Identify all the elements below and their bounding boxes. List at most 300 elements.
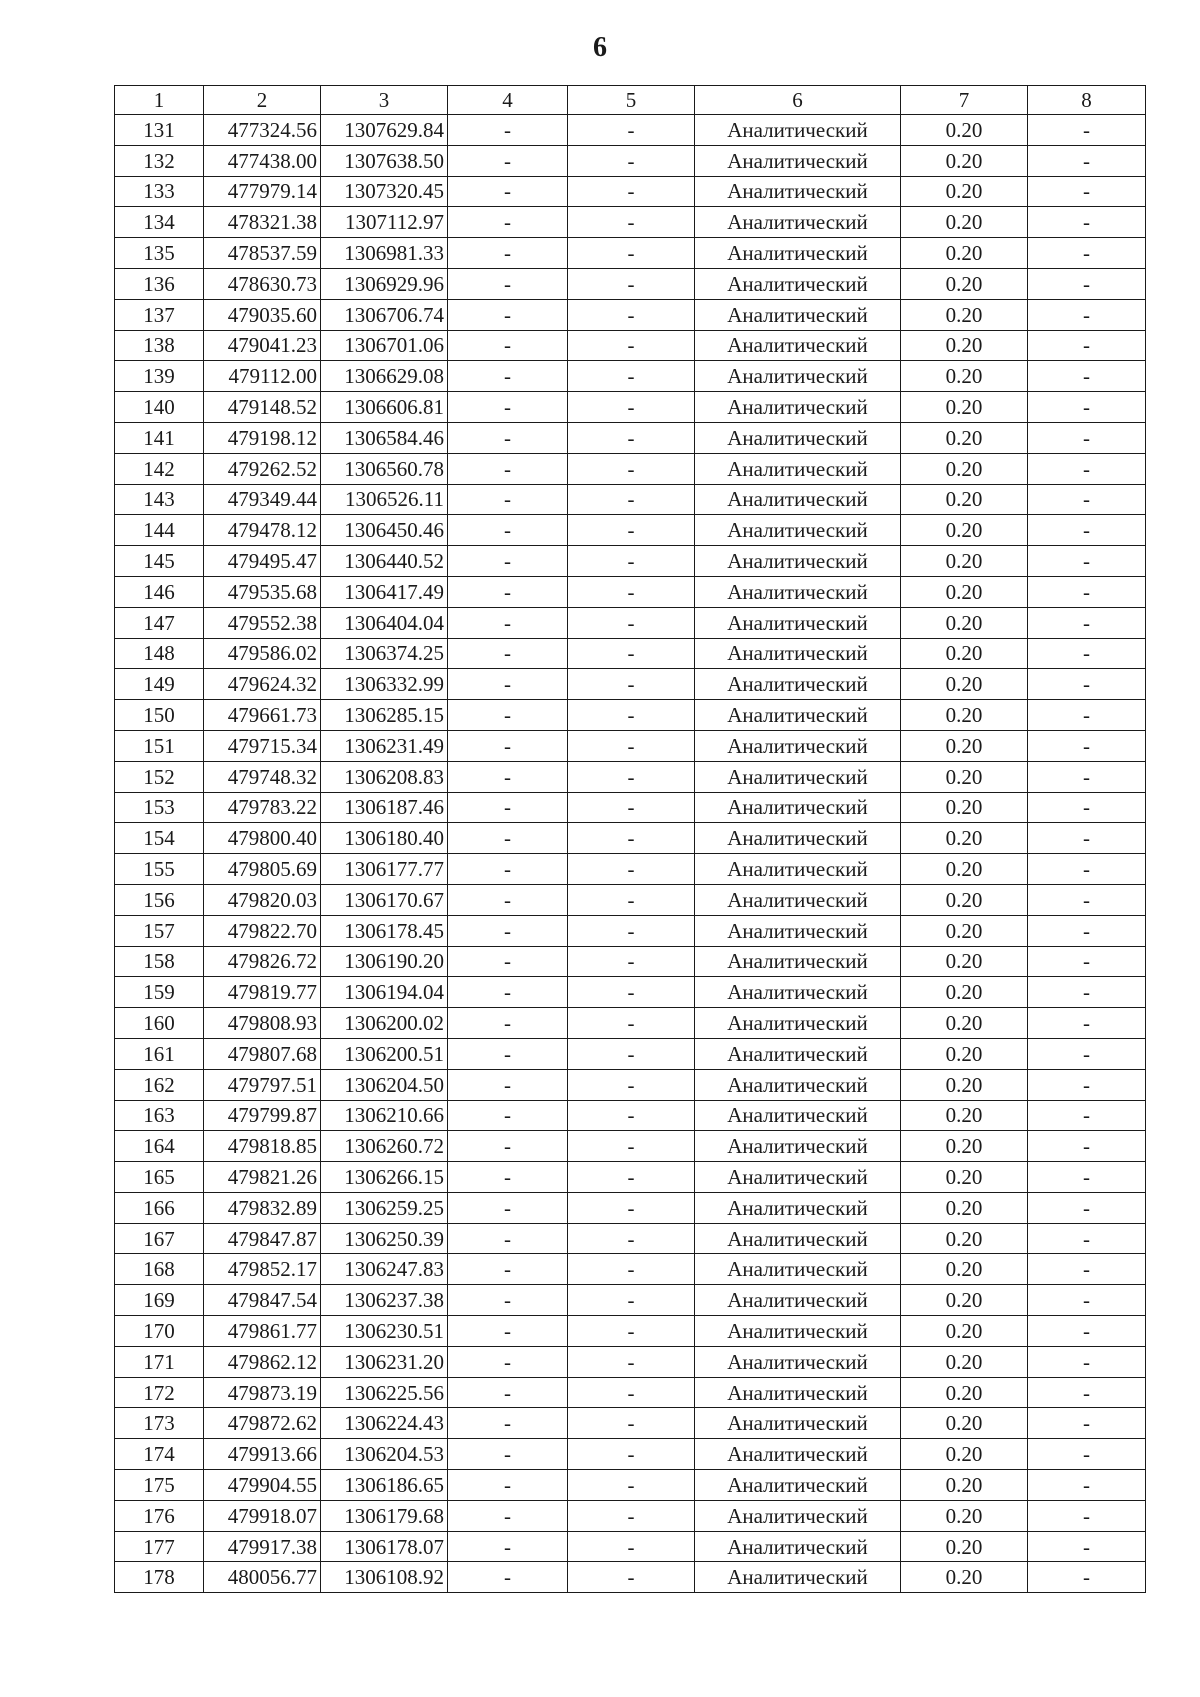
method-cell: Аналитический [695, 1038, 901, 1069]
table-row [115, 1131, 1146, 1162]
table-row [115, 484, 1146, 515]
col8-value-cell: - [1028, 1562, 1146, 1593]
table-row [115, 1192, 1146, 1223]
accuracy-cell: 0.20 [901, 854, 1028, 885]
x-coordinate-cell: 479826.72 [204, 946, 321, 977]
col8-value-cell: - [1028, 145, 1146, 176]
point-number-cell: 153 [115, 792, 204, 823]
col5-value-cell: - [568, 946, 695, 977]
point-number-cell: 137 [115, 299, 204, 330]
col5-value-cell: - [568, 576, 695, 607]
method-cell: Аналитический [695, 730, 901, 761]
method-cell: Аналитический [695, 977, 901, 1008]
method-cell: Аналитический [695, 422, 901, 453]
method-cell: Аналитический [695, 915, 901, 946]
col4-value-cell: - [448, 700, 568, 731]
x-coordinate-cell: 479552.38 [204, 607, 321, 638]
table-row [115, 115, 1146, 146]
accuracy-cell: 0.20 [901, 669, 1028, 700]
method-cell: Аналитический [695, 761, 901, 792]
point-number-cell: 155 [115, 854, 204, 885]
point-number-cell: 174 [115, 1439, 204, 1470]
accuracy-cell: 0.20 [901, 176, 1028, 207]
point-number-cell: 150 [115, 700, 204, 731]
y-coordinate-cell: 1306108.92 [321, 1562, 448, 1593]
table-row [115, 1316, 1146, 1347]
table-row [115, 1500, 1146, 1531]
col4-value-cell: - [448, 730, 568, 761]
accuracy-cell: 0.20 [901, 946, 1028, 977]
method-cell: Аналитический [695, 238, 901, 269]
table-row [115, 669, 1146, 700]
x-coordinate-cell: 479495.47 [204, 546, 321, 577]
method-cell: Аналитический [695, 115, 901, 146]
method-cell: Аналитический [695, 854, 901, 885]
col8-value-cell: - [1028, 392, 1146, 423]
table-row [115, 268, 1146, 299]
x-coordinate-cell: 479904.55 [204, 1470, 321, 1501]
col8-value-cell: - [1028, 823, 1146, 854]
accuracy-cell: 0.20 [901, 422, 1028, 453]
point-number-cell: 139 [115, 361, 204, 392]
x-coordinate-cell: 479808.93 [204, 1008, 321, 1039]
col4-value-cell: - [448, 1470, 568, 1501]
col4-value-cell: - [448, 145, 568, 176]
col5-value-cell: - [568, 1008, 695, 1039]
col8-value-cell: - [1028, 669, 1146, 700]
col8-value-cell: - [1028, 484, 1146, 515]
y-coordinate-cell: 1306417.49 [321, 576, 448, 607]
x-coordinate-cell: 479349.44 [204, 484, 321, 515]
point-number-cell: 144 [115, 515, 204, 546]
y-coordinate-cell: 1306701.06 [321, 330, 448, 361]
col4-value-cell: - [448, 546, 568, 577]
col4-value-cell: - [448, 915, 568, 946]
col4-value-cell: - [448, 176, 568, 207]
y-coordinate-cell: 1307112.97 [321, 207, 448, 238]
method-cell: Аналитический [695, 1162, 901, 1193]
col4-value-cell: - [448, 792, 568, 823]
col4-value-cell: - [448, 299, 568, 330]
method-cell: Аналитический [695, 576, 901, 607]
point-number-cell: 176 [115, 1500, 204, 1531]
point-number-cell: 168 [115, 1254, 204, 1285]
point-number-cell: 140 [115, 392, 204, 423]
x-coordinate-cell: 479035.60 [204, 299, 321, 330]
point-number-cell: 131 [115, 115, 204, 146]
x-coordinate-cell: 479847.54 [204, 1285, 321, 1316]
col5-value-cell: - [568, 238, 695, 269]
col4-value-cell: - [448, 823, 568, 854]
table-row [115, 361, 1146, 392]
col8-value-cell: - [1028, 1223, 1146, 1254]
col8-value-cell: - [1028, 1100, 1146, 1131]
col4-value-cell: - [448, 330, 568, 361]
x-coordinate-cell: 479872.62 [204, 1408, 321, 1439]
y-coordinate-cell: 1306225.56 [321, 1377, 448, 1408]
accuracy-cell: 0.20 [901, 1500, 1028, 1531]
method-cell: Аналитический [695, 700, 901, 731]
x-coordinate-cell: 479805.69 [204, 854, 321, 885]
method-cell: Аналитический [695, 1254, 901, 1285]
col8-value-cell: - [1028, 1470, 1146, 1501]
table-row [115, 730, 1146, 761]
method-cell: Аналитический [695, 1223, 901, 1254]
accuracy-cell: 0.20 [901, 145, 1028, 176]
col5-value-cell: - [568, 207, 695, 238]
col8-value-cell: - [1028, 515, 1146, 546]
accuracy-cell: 0.20 [901, 546, 1028, 577]
accuracy-cell: 0.20 [901, 1254, 1028, 1285]
x-coordinate-cell: 479862.12 [204, 1346, 321, 1377]
point-number-cell: 141 [115, 422, 204, 453]
x-coordinate-cell: 477438.00 [204, 145, 321, 176]
point-number-cell: 133 [115, 176, 204, 207]
column-header-7: 7 [901, 86, 1028, 115]
point-number-cell: 172 [115, 1377, 204, 1408]
x-coordinate-cell: 478321.38 [204, 207, 321, 238]
col5-value-cell: - [568, 1192, 695, 1223]
col4-value-cell: - [448, 1562, 568, 1593]
accuracy-cell: 0.20 [901, 792, 1028, 823]
accuracy-cell: 0.20 [901, 1439, 1028, 1470]
y-coordinate-cell: 1306186.65 [321, 1470, 448, 1501]
y-coordinate-cell: 1306440.52 [321, 546, 448, 577]
x-coordinate-cell: 479586.02 [204, 638, 321, 669]
col8-value-cell: - [1028, 1192, 1146, 1223]
point-number-cell: 169 [115, 1285, 204, 1316]
table-row [115, 1162, 1146, 1193]
method-cell: Аналитический [695, 1008, 901, 1039]
x-coordinate-cell: 479822.70 [204, 915, 321, 946]
table-row [115, 915, 1146, 946]
col4-value-cell: - [448, 1162, 568, 1193]
x-coordinate-cell: 479198.12 [204, 422, 321, 453]
y-coordinate-cell: 1306260.72 [321, 1131, 448, 1162]
accuracy-cell: 0.20 [901, 207, 1028, 238]
accuracy-cell: 0.20 [901, 884, 1028, 915]
y-coordinate-cell: 1306981.33 [321, 238, 448, 269]
col8-value-cell: - [1028, 1069, 1146, 1100]
accuracy-cell: 0.20 [901, 638, 1028, 669]
col4-value-cell: - [448, 884, 568, 915]
column-header-8: 8 [1028, 86, 1146, 115]
col5-value-cell: - [568, 1439, 695, 1470]
point-number-cell: 163 [115, 1100, 204, 1131]
method-cell: Аналитический [695, 207, 901, 238]
accuracy-cell: 0.20 [901, 238, 1028, 269]
accuracy-cell: 0.20 [901, 1100, 1028, 1131]
y-coordinate-cell: 1306285.15 [321, 700, 448, 731]
accuracy-cell: 0.20 [901, 607, 1028, 638]
x-coordinate-cell: 479661.73 [204, 700, 321, 731]
col5-value-cell: - [568, 145, 695, 176]
method-cell: Аналитический [695, 1500, 901, 1531]
table-row [115, 392, 1146, 423]
y-coordinate-cell: 1306178.07 [321, 1531, 448, 1562]
table-row [115, 884, 1146, 915]
accuracy-cell: 0.20 [901, 576, 1028, 607]
point-number-cell: 165 [115, 1162, 204, 1193]
x-coordinate-cell: 479819.77 [204, 977, 321, 1008]
y-coordinate-cell: 1306224.43 [321, 1408, 448, 1439]
method-cell: Аналитический [695, 1285, 901, 1316]
col4-value-cell: - [448, 268, 568, 299]
col4-value-cell: - [448, 1346, 568, 1377]
method-cell: Аналитический [695, 1100, 901, 1131]
table-row [115, 515, 1146, 546]
table-row [115, 854, 1146, 885]
method-cell: Аналитический [695, 823, 901, 854]
col4-value-cell: - [448, 946, 568, 977]
y-coordinate-cell: 1306179.68 [321, 1500, 448, 1531]
col8-value-cell: - [1028, 422, 1146, 453]
y-coordinate-cell: 1306247.83 [321, 1254, 448, 1285]
point-number-cell: 166 [115, 1192, 204, 1223]
col4-value-cell: - [448, 392, 568, 423]
accuracy-cell: 0.20 [901, 1069, 1028, 1100]
accuracy-cell: 0.20 [901, 977, 1028, 1008]
method-cell: Аналитический [695, 176, 901, 207]
x-coordinate-cell: 479820.03 [204, 884, 321, 915]
col8-value-cell: - [1028, 115, 1146, 146]
x-coordinate-cell: 479783.22 [204, 792, 321, 823]
point-number-cell: 147 [115, 607, 204, 638]
point-number-cell: 171 [115, 1346, 204, 1377]
table-row [115, 607, 1146, 638]
col8-value-cell: - [1028, 1131, 1146, 1162]
table-row [115, 946, 1146, 977]
accuracy-cell: 0.20 [901, 1285, 1028, 1316]
point-number-cell: 143 [115, 484, 204, 515]
method-cell: Аналитический [695, 792, 901, 823]
col8-value-cell: - [1028, 884, 1146, 915]
col5-value-cell: - [568, 1069, 695, 1100]
accuracy-cell: 0.20 [901, 730, 1028, 761]
method-cell: Аналитический [695, 299, 901, 330]
col4-value-cell: - [448, 1316, 568, 1347]
col5-value-cell: - [568, 361, 695, 392]
col8-value-cell: - [1028, 268, 1146, 299]
column-header-1: 1 [115, 86, 204, 115]
col5-value-cell: - [568, 1100, 695, 1131]
method-cell: Аналитический [695, 1439, 901, 1470]
col4-value-cell: - [448, 1500, 568, 1531]
x-coordinate-cell: 478537.59 [204, 238, 321, 269]
col8-value-cell: - [1028, 176, 1146, 207]
method-cell: Аналитический [695, 330, 901, 361]
table-row [115, 977, 1146, 1008]
table-row [115, 1531, 1146, 1562]
col8-value-cell: - [1028, 1008, 1146, 1039]
table-row [115, 1470, 1146, 1501]
col5-value-cell: - [568, 1377, 695, 1408]
x-coordinate-cell: 479861.77 [204, 1316, 321, 1347]
y-coordinate-cell: 1306584.46 [321, 422, 448, 453]
col8-value-cell: - [1028, 576, 1146, 607]
col4-value-cell: - [448, 515, 568, 546]
col8-value-cell: - [1028, 977, 1146, 1008]
point-number-cell: 159 [115, 977, 204, 1008]
method-cell: Аналитический [695, 1531, 901, 1562]
table-row [115, 1069, 1146, 1100]
col4-value-cell: - [448, 1069, 568, 1100]
point-number-cell: 151 [115, 730, 204, 761]
col5-value-cell: - [568, 115, 695, 146]
y-coordinate-cell: 1306200.02 [321, 1008, 448, 1039]
col8-value-cell: - [1028, 915, 1146, 946]
col8-value-cell: - [1028, 946, 1146, 977]
y-coordinate-cell: 1307320.45 [321, 176, 448, 207]
x-coordinate-cell: 479478.12 [204, 515, 321, 546]
accuracy-cell: 0.20 [901, 1470, 1028, 1501]
method-cell: Аналитический [695, 669, 901, 700]
table-row [115, 1038, 1146, 1069]
col8-value-cell: - [1028, 730, 1146, 761]
col8-value-cell: - [1028, 1439, 1146, 1470]
point-number-cell: 152 [115, 761, 204, 792]
point-number-cell: 175 [115, 1470, 204, 1501]
accuracy-cell: 0.20 [901, 1192, 1028, 1223]
col5-value-cell: - [568, 792, 695, 823]
accuracy-cell: 0.20 [901, 1162, 1028, 1193]
col8-value-cell: - [1028, 1316, 1146, 1347]
point-number-cell: 149 [115, 669, 204, 700]
col5-value-cell: - [568, 730, 695, 761]
point-number-cell: 135 [115, 238, 204, 269]
accuracy-cell: 0.20 [901, 515, 1028, 546]
point-number-cell: 134 [115, 207, 204, 238]
x-coordinate-cell: 479797.51 [204, 1069, 321, 1100]
y-coordinate-cell: 1306259.25 [321, 1192, 448, 1223]
table-row [115, 1223, 1146, 1254]
col4-value-cell: - [448, 1038, 568, 1069]
x-coordinate-cell: 479873.19 [204, 1377, 321, 1408]
table-body [115, 115, 1146, 1593]
col4-value-cell: - [448, 238, 568, 269]
y-coordinate-cell: 1306177.77 [321, 854, 448, 885]
column-header-6: 6 [695, 86, 901, 115]
col8-value-cell: - [1028, 761, 1146, 792]
col8-value-cell: - [1028, 1531, 1146, 1562]
coordinates-table [114, 85, 1146, 1593]
col5-value-cell: - [568, 823, 695, 854]
col5-value-cell: - [568, 392, 695, 423]
col5-value-cell: - [568, 1500, 695, 1531]
point-number-cell: 136 [115, 268, 204, 299]
col5-value-cell: - [568, 1470, 695, 1501]
col8-value-cell: - [1028, 330, 1146, 361]
table-row [115, 1377, 1146, 1408]
col8-value-cell: - [1028, 607, 1146, 638]
col4-value-cell: - [448, 1254, 568, 1285]
method-cell: Аналитический [695, 392, 901, 423]
x-coordinate-cell: 479112.00 [204, 361, 321, 392]
column-header-3: 3 [321, 86, 448, 115]
col5-value-cell: - [568, 268, 695, 299]
col5-value-cell: - [568, 638, 695, 669]
col5-value-cell: - [568, 453, 695, 484]
table-row [115, 546, 1146, 577]
table-row [115, 330, 1146, 361]
x-coordinate-cell: 479041.23 [204, 330, 321, 361]
accuracy-cell: 0.20 [901, 361, 1028, 392]
col5-value-cell: - [568, 915, 695, 946]
method-cell: Аналитический [695, 1131, 901, 1162]
point-number-cell: 167 [115, 1223, 204, 1254]
method-cell: Аналитический [695, 946, 901, 977]
accuracy-cell: 0.20 [901, 484, 1028, 515]
col4-value-cell: - [448, 115, 568, 146]
x-coordinate-cell: 477324.56 [204, 115, 321, 146]
y-coordinate-cell: 1306404.04 [321, 607, 448, 638]
accuracy-cell: 0.20 [901, 1408, 1028, 1439]
y-coordinate-cell: 1306210.66 [321, 1100, 448, 1131]
col5-value-cell: - [568, 1562, 695, 1593]
x-coordinate-cell: 479807.68 [204, 1038, 321, 1069]
method-cell: Аналитический [695, 1069, 901, 1100]
point-number-cell: 177 [115, 1531, 204, 1562]
accuracy-cell: 0.20 [901, 1346, 1028, 1377]
y-coordinate-cell: 1306374.25 [321, 638, 448, 669]
y-coordinate-cell: 1307638.50 [321, 145, 448, 176]
col4-value-cell: - [448, 361, 568, 392]
table-row [115, 1100, 1146, 1131]
point-number-cell: 154 [115, 823, 204, 854]
col4-value-cell: - [448, 422, 568, 453]
col4-value-cell: - [448, 761, 568, 792]
x-coordinate-cell: 479913.66 [204, 1439, 321, 1470]
x-coordinate-cell: 479818.85 [204, 1131, 321, 1162]
col5-value-cell: - [568, 1038, 695, 1069]
x-coordinate-cell: 479799.87 [204, 1100, 321, 1131]
col5-value-cell: - [568, 546, 695, 577]
method-cell: Аналитический [695, 607, 901, 638]
x-coordinate-cell: 479748.32 [204, 761, 321, 792]
x-coordinate-cell: 479800.40 [204, 823, 321, 854]
table-row [115, 1008, 1146, 1039]
accuracy-cell: 0.20 [901, 761, 1028, 792]
y-coordinate-cell: 1306204.50 [321, 1069, 448, 1100]
y-coordinate-cell: 1306200.51 [321, 1038, 448, 1069]
accuracy-cell: 0.20 [901, 299, 1028, 330]
column-header-2: 2 [204, 86, 321, 115]
table-row [115, 823, 1146, 854]
col8-value-cell: - [1028, 238, 1146, 269]
method-cell: Аналитический [695, 1562, 901, 1593]
col4-value-cell: - [448, 1008, 568, 1039]
table-row [115, 1254, 1146, 1285]
col5-value-cell: - [568, 761, 695, 792]
accuracy-cell: 0.20 [901, 453, 1028, 484]
table-row [115, 1439, 1146, 1470]
accuracy-cell: 0.20 [901, 1038, 1028, 1069]
col5-value-cell: - [568, 1408, 695, 1439]
point-number-cell: 173 [115, 1408, 204, 1439]
col5-value-cell: - [568, 1223, 695, 1254]
x-coordinate-cell: 479715.34 [204, 730, 321, 761]
col5-value-cell: - [568, 515, 695, 546]
col8-value-cell: - [1028, 1377, 1146, 1408]
point-number-cell: 160 [115, 1008, 204, 1039]
method-cell: Аналитический [695, 1377, 901, 1408]
col5-value-cell: - [568, 1531, 695, 1562]
col5-value-cell: - [568, 1285, 695, 1316]
col5-value-cell: - [568, 977, 695, 1008]
table-row [115, 1408, 1146, 1439]
table-row [115, 207, 1146, 238]
col4-value-cell: - [448, 977, 568, 1008]
